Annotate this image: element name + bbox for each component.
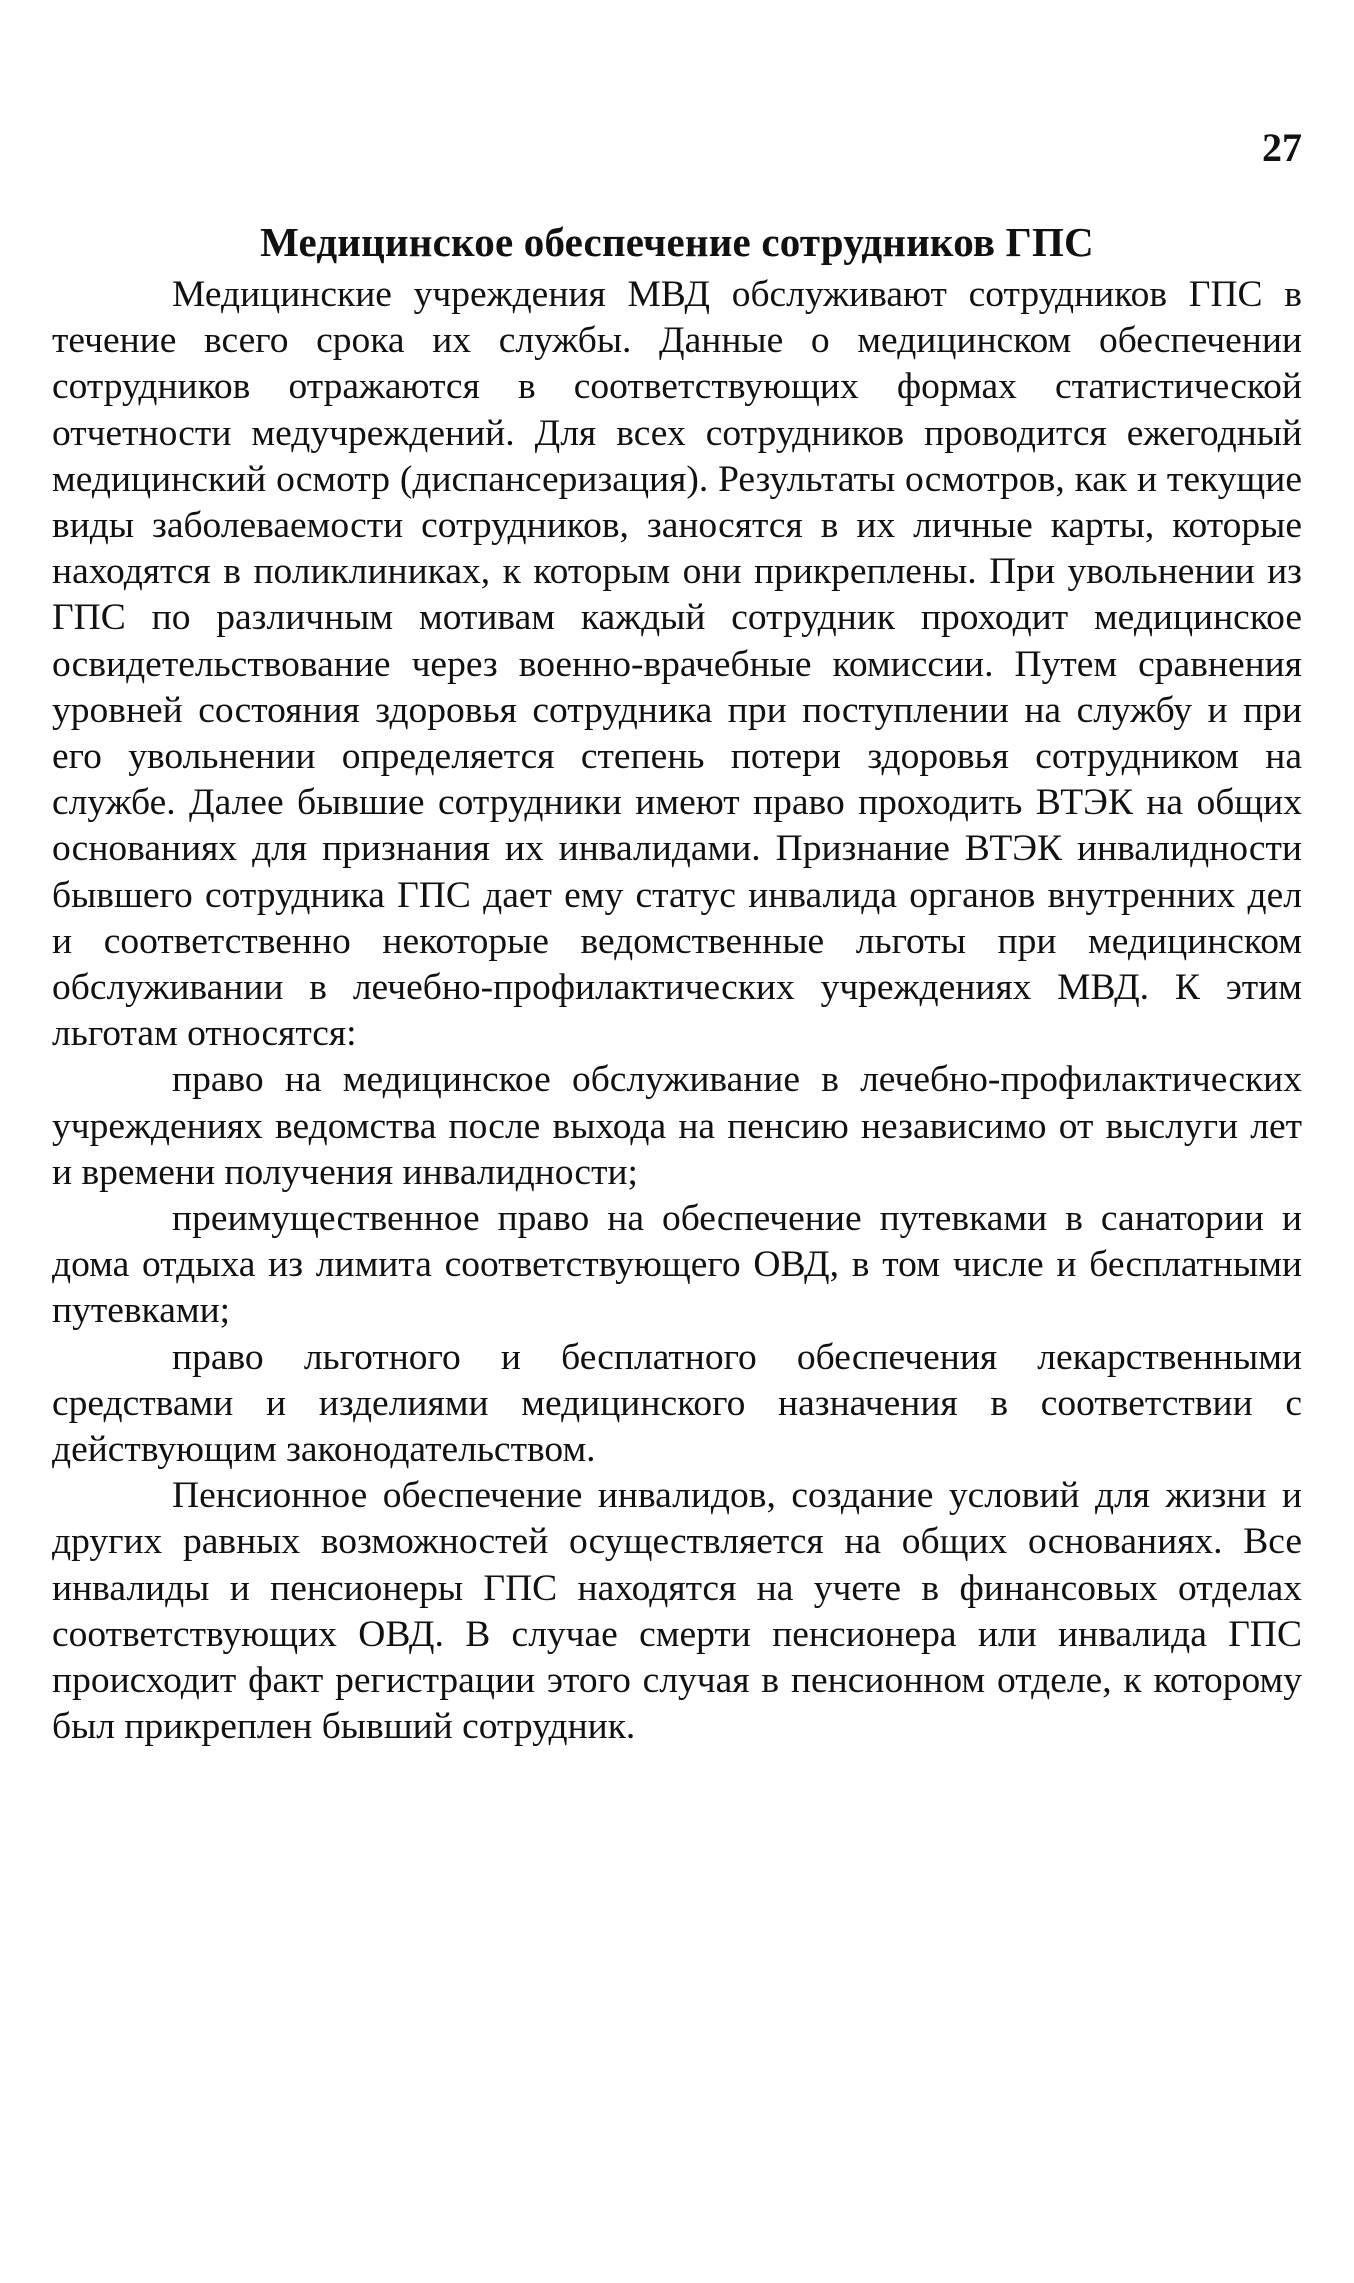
paragraph-benefit-medicines: право льготного и бесплатного обеспечения лекарственными средствами и изделиями медицинского назначения в соответствии с действующим законодательством. [52, 1336, 1302, 1471]
paragraph-benefit-vouchers: преимущественное право на обеспечение путевками в санатории и дома отдыха из лимита соответствующего ОВД, в том числе и бесплатными путевками; [52, 1198, 1302, 1332]
page-body [52, 125, 1302, 1751]
section-heading: Медицинское обеспечение сотрудников ГПС [260, 219, 1094, 265]
paragraph-intro: Медицинские учреждения МВД обслуживают сотрудников ГПС в течение всего срока их службы. Данные о медицинском обеспечении сотрудников отражаются в соответствующих формах статистической отчетности медучреждений. Для всех сотрудников проводится ежегодный медицинский осмотр (диспансеризация). Результаты осмотров, как и текущие виды заболеваемости сотрудников, заносятся в их личные карты, которые находятся в поликлиниках, к которым они прикреплены. При увольнении из ГПС по различным мотивам каждый сотрудник проходит медицинское освидетельствование через военно-врачебные комиссии. Путем сравнения уровней состояния здоровья сотрудника при поступлении на службу и при его увольнении определяется степень потери здоровья сотрудником на службе. Далее бывшие сотрудники имеют право проходить ВТЭК на общих основаниях для признания их инвалидами. Признание ВТЭК инвалидности бывшего сотрудника ГПС дает ему статус инвалида органов внутренних дел и соответственно некоторые ведомственные льготы при медицинском обслуживании в лечебно-профилактических учреждениях МВД. К этим льготам относятся: [52, 274, 1302, 1055]
page-number: 27 [1262, 125, 1302, 170]
paragraph-pension: Пенсионное обеспечение инвалидов, создание условий для жизни и других равных возможностей осуществляется на общих основаниях. Все инвалиды и пенсионеры ГПС находятся на учете в финансовых отделах соответствующих ОВД. В случае смерти пенсионера или инвалида ГПС происходит факт регистрации этого случая в пенсионном отделе, к которому был прикреплен бывший сотрудник. [52, 1475, 1302, 1748]
paragraph-benefit-medical-service: право на медицинское обслуживание в лечебно-профилактических учреждениях ведомства после выхода на пенсию независимо от выслуги лет и времени получения инвалидности; [52, 1059, 1302, 1193]
